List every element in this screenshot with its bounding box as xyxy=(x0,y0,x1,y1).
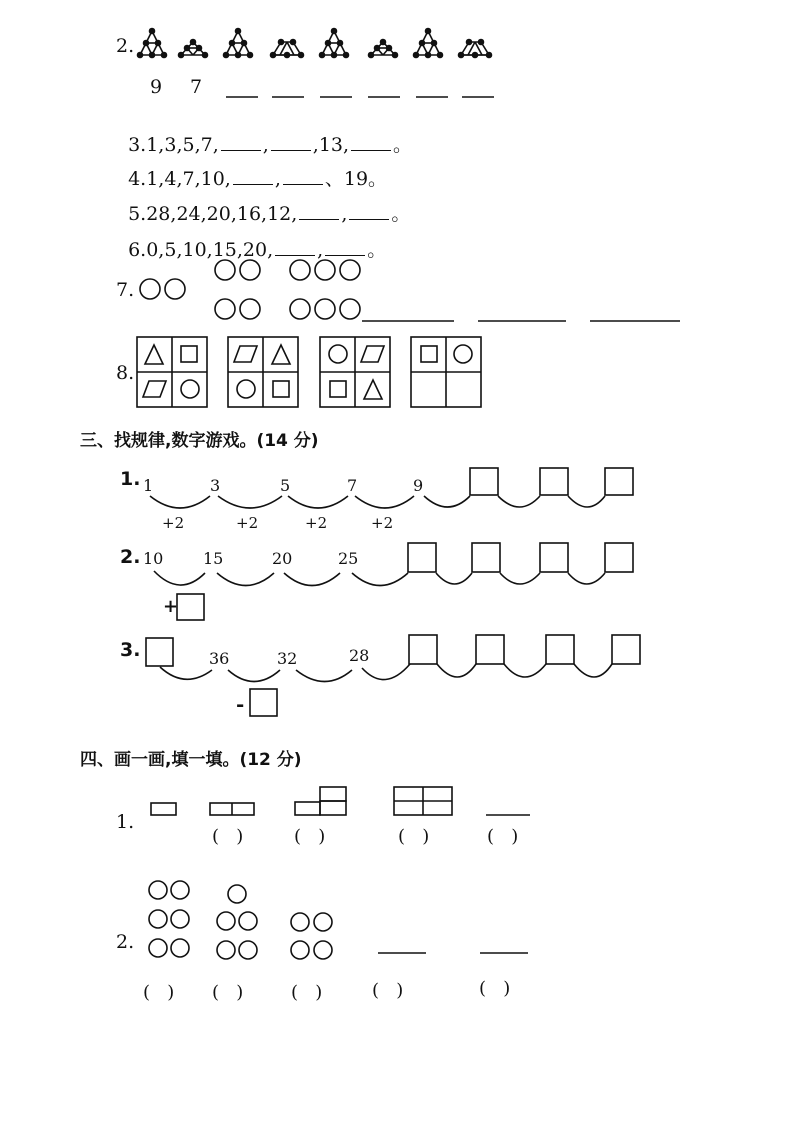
p4-q1-paren-4[interactable]: ( ) xyxy=(487,826,519,847)
q6-prefix: 6.0,5,10,15,20, xyxy=(128,239,274,261)
p3-q3-box-1 xyxy=(409,635,437,664)
q4-blank-1[interactable] xyxy=(233,184,273,185)
p3-q2-box-3 xyxy=(540,543,568,572)
p3-q3-number: 3. xyxy=(120,639,141,661)
p3-q1-n3: 5 xyxy=(280,476,291,495)
square-icon xyxy=(181,346,197,362)
p4-q1-paren-2[interactable]: ( ) xyxy=(294,826,326,847)
q3-prefix: 3.1,3,5,7, xyxy=(128,134,219,156)
p3-q3-n2: 32 xyxy=(277,649,298,668)
circle-icon xyxy=(181,380,199,398)
p4-q1-number: 1. xyxy=(116,811,135,833)
p3-q3-box-3 xyxy=(546,635,574,664)
parallelogram-icon xyxy=(234,346,257,362)
p3-q1-n5: 9 xyxy=(413,476,424,495)
wide-triangle-pattern-3 xyxy=(369,40,398,58)
p3-q3-n1: 36 xyxy=(209,649,230,668)
q4-sep: , xyxy=(274,168,281,190)
q4-mid: 、19。 xyxy=(324,168,388,190)
p3-q3-box-start xyxy=(146,638,173,666)
q4-blank-2[interactable] xyxy=(283,184,323,185)
p4-q2-paren-1[interactable]: ( ) xyxy=(143,982,175,1003)
p3-q1-step3: +2 xyxy=(305,514,328,532)
q5-end: 。 xyxy=(391,203,411,225)
square-icon xyxy=(421,346,437,362)
q6-sep: , xyxy=(317,239,324,261)
q3-mid: ,13, xyxy=(312,134,350,156)
q8-grid-2 xyxy=(228,337,298,407)
q5-sep: , xyxy=(341,203,348,225)
p4-q2-number: 2. xyxy=(116,931,135,953)
p3-q1-step4: +2 xyxy=(371,514,394,532)
circle-icon xyxy=(329,345,347,363)
q2-value-2: 7 xyxy=(190,76,203,98)
p4-q2-paren-5[interactable]: ( ) xyxy=(479,978,511,999)
p3-q1-n2: 3 xyxy=(210,476,221,495)
p3-q1-n4: 7 xyxy=(347,476,358,495)
q8-number: 8. xyxy=(116,362,135,384)
part3-heading: 三、找规律,数字游戏。(14 分) xyxy=(80,431,319,451)
p3-q3-op: - xyxy=(236,692,245,716)
p3-q1-box-1 xyxy=(470,468,498,495)
p4-q1-paren-1[interactable]: ( ) xyxy=(212,826,244,847)
p3-q1-box-2 xyxy=(540,468,568,495)
q5-blank-2[interactable] xyxy=(349,219,389,220)
wide-triangle-pattern-2 xyxy=(271,40,304,58)
tall-triangle-pattern-2 xyxy=(224,29,253,58)
circle-icon xyxy=(237,380,255,398)
p4-q2-paren-2[interactable]: ( ) xyxy=(212,982,244,1003)
p3-q1-step2: +2 xyxy=(236,514,259,532)
p4-q2-paren-3[interactable]: ( ) xyxy=(291,982,323,1003)
q7-number: 7. xyxy=(116,279,135,301)
tall-triangle-pattern-4 xyxy=(414,29,443,58)
q3-sep: , xyxy=(262,134,269,156)
triangle-icon xyxy=(364,380,382,399)
tall-triangle-pattern-3 xyxy=(320,29,349,58)
q6-blank-2[interactable] xyxy=(325,255,365,256)
p3-q3-box-2 xyxy=(476,635,504,664)
p3-q2-n3: 20 xyxy=(272,549,293,568)
wide-triangle-pattern-4 xyxy=(459,40,492,58)
p3-q2-box-4 xyxy=(605,543,633,572)
square-icon xyxy=(330,381,346,397)
q5-line xyxy=(116,186,410,224)
square-icon xyxy=(273,381,289,397)
q2-value-1: 9 xyxy=(150,76,163,98)
p3-q2-box-1 xyxy=(408,543,436,572)
parallelogram-icon xyxy=(143,381,166,397)
circle-icon xyxy=(454,345,472,363)
q5-blank-1[interactable] xyxy=(299,219,339,220)
q3-line xyxy=(116,117,412,155)
wide-triangle-pattern-1 xyxy=(179,40,208,58)
p3-q1-number: 1. xyxy=(120,468,141,490)
q6-blank-1[interactable] xyxy=(275,255,315,256)
q8-grid-4 xyxy=(411,337,481,407)
p3-q2-n4: 25 xyxy=(338,549,359,568)
p3-q2-op: + xyxy=(163,596,179,617)
q6-end: 。 xyxy=(367,239,387,261)
parallelogram-icon xyxy=(361,346,384,362)
triangle-icon xyxy=(145,345,163,364)
p4-q1-paren-3[interactable]: ( ) xyxy=(398,826,430,847)
p3-q2-n2: 15 xyxy=(203,549,224,568)
tall-triangle-pattern-1 xyxy=(138,29,167,58)
p4-q2-paren-4[interactable]: ( ) xyxy=(372,980,404,1001)
part4-heading: 四、画一画,填一填。(12 分) xyxy=(80,750,302,770)
p3-q1-step1: +2 xyxy=(162,514,185,532)
p3-q3-n3: 28 xyxy=(349,646,370,665)
p3-q2-op-box xyxy=(177,594,204,620)
q2-number: 2. xyxy=(116,35,135,57)
p3-q2-n1: 10 xyxy=(143,549,164,568)
p3-q1-box-3 xyxy=(605,468,633,495)
p3-q2-number: 2. xyxy=(120,546,141,568)
q5-prefix: 5.28,24,20,16,12, xyxy=(128,203,298,225)
p3-q3-op-box xyxy=(250,689,277,716)
q4-prefix: 4.1,4,7,10, xyxy=(128,168,231,190)
q8-grid-1 xyxy=(137,337,207,407)
p3-q3-box-4 xyxy=(612,635,640,664)
q8-grid-3 xyxy=(320,337,390,407)
p3-q1-n1: 1 xyxy=(143,476,154,495)
q6-line xyxy=(116,222,386,260)
q4-line xyxy=(116,151,387,189)
p3-q2-box-2 xyxy=(472,543,500,572)
q3-end: 。 xyxy=(393,134,413,156)
triangle-icon xyxy=(272,345,290,364)
